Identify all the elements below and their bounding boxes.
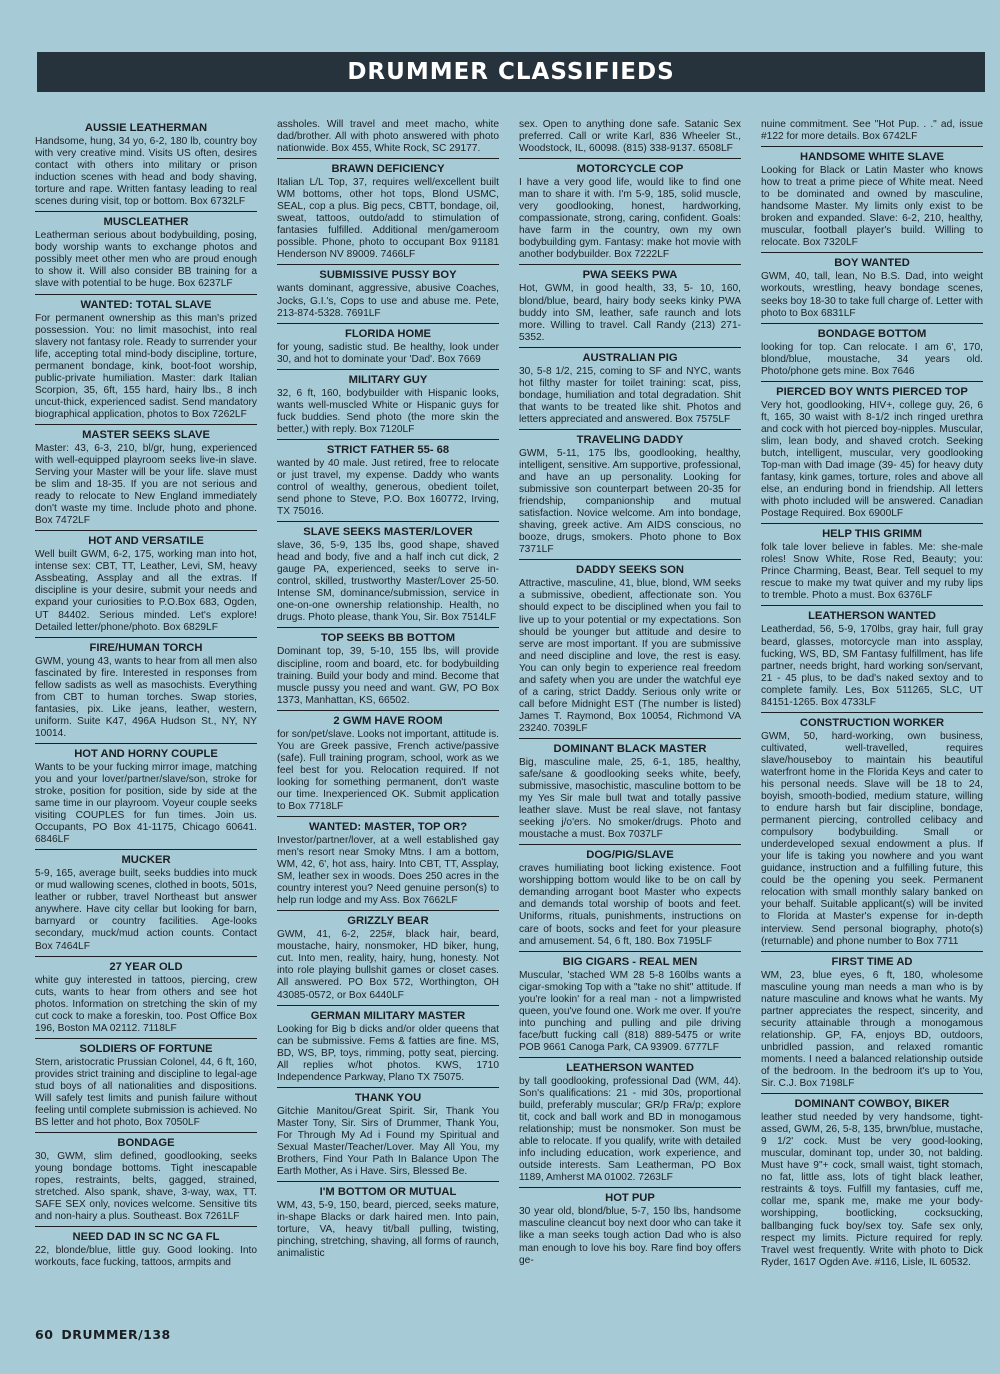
ad-body: 30, 5-8 1/2, 215, coming to SF and NYC, wants hot filthy master for toilet training: scat, piss, bondage, humiliation and total degradation. Shit that wants to be treated like shit. Photos and letters appreciated and answered. Box 7575LF (519, 365, 741, 425)
classified-ad (519, 1187, 741, 1266)
ad-heading: SUBMISSIVE PUSSY BOY (277, 264, 499, 282)
header-banner (37, 52, 985, 92)
ad-heading: WANTED: MASTER, TOP OR? (277, 816, 499, 834)
page-footer (35, 1327, 179, 1342)
ad-heading: 27 YEAR OLD (35, 956, 257, 974)
classified-ad (277, 158, 499, 261)
ad-heading: BONDAGE BOTTOM (761, 323, 983, 341)
classified-ad (761, 381, 983, 520)
ad-heading: TOP SEEKS BB BOTTOM (277, 627, 499, 645)
ad-body: Well built GWM, 6-2, 175, working man into hot, intense sex: CBT, TT, Leather, Levi, SM, heavy Assbeating, Assplay and all the extras. If discipline is your desire, submit your needs and expand your curiosities to P.O.Box 683, Ogden, UT 84402. Serious minded. Let's explore! Detailed letter/phone/photo. Box 6829LF (35, 549, 257, 633)
ad-body: 22, blonde/blue, little guy. Good looking. Into workouts, face fucking, tattoos, armpits and (35, 1245, 257, 1269)
ad-heading: MUCKER (35, 849, 257, 867)
ad-heading: HOT AND HORNY COUPLE (35, 743, 257, 761)
classified-ad (35, 118, 257, 208)
classified-ad (277, 627, 499, 706)
ad-body: 5-9, 165, average built, seeks buddies into muck or mud wallowing scenes, clothed in boots, 501s, leather or rubber, travel Northeast but answer anywhere. Have city cellar but looking for barn, barnyard or country facilities. Age-looks secondary, muck/mud action counts. Contact Box 7464LF (35, 868, 257, 952)
ad-heading: MOTORCYCLE COP (519, 158, 741, 176)
ad-body: Very hot, goodlooking, HIV+, college guy, 26, 6 ft, 165, 30 waist with 8-1/2 inch ringed urethra and cock with hot pierced boy-nipples. Muscular, slim, lean body, and shaved crotch. Seeking butch, intelligent, muscular, very goodlooking Top-man with Dad image (39- 45) for heavy duty fantasy, kink games, torture, roles and above all else, an enduring bond in friendship. All letters with photo included will be answered. Canadian Postage Required. Box 6900LF (761, 399, 983, 520)
ad-body: Wants to be your fucking mirror image, matching you and your lover/partner/slave/son, stroke for stroke, position for position, side by side at the same time in our playroom. Voyeur couple seeks visiting COUPLES for fun times. Join us. Occupants, PO Box 41-1175, Chicago 60641. 6846LF (35, 761, 257, 846)
ad-body: GWM, 41, 6-2, 225#, black hair, beard, moustache, hairy, nonsmoker, HD biker, hung, cut. Into men, reality, hairy, hung, honesty. Not into role playing bullshit games or closet cases. All answered. PO Box 572, Worthington, OH 43085-0572, or Box 6440LF (277, 929, 499, 1001)
ad-body: GWM, 40, tall, lean, No B.S. Dad, into weight workouts, wrestling, heavy bondage scenes, seeks boy 18-30 to take full charge of. Letter with photo to Box 6831LF (761, 271, 983, 319)
ad-body: Looking for Black or Latin Master who knows how to treat a prime piece of White meat. Need to be dominated and owned by masculine, handsome Master. My limits only exist to be broken and expanded. Slave: 6-2, 210, healthy, muscular, football player's build. Willing to relocate. Box 7320LF (761, 165, 983, 249)
classified-ad (277, 1087, 499, 1178)
ad-body: Big, masculine male, 25, 6-1, 185, healthy, safe/sane & goodlooking seeks white, beefy, submissive, masochistic, masculine bottom to be my Yes Sir male bull twat and totally passive leather slave. Must be real slave, not fantasy seeking j/o'ers. No smoker/drugs. Photo and moustache a must. Box 7037LF (519, 756, 741, 841)
ad-heading: STRICT FATHER 55- 68 (277, 439, 499, 457)
ad-body: Handsome, hung, 34 yo, 6-2, 180 lb, country boy with very creative mind. Visits US often, desires contact with others into military or prison induction scenes with head and body shaving, torture and rape. Written fantasy leading to real scenes during visit, top or bottom. Box 6732LF (35, 136, 257, 208)
ad-body: Attractive, masculine, 41, blue, blond, WM seeks a submissive, obedient, affectionate son. You should expect to be disciplined when you fail to live up to your potential or my expectations. Son should be younger but attitude and desire to serve are most important. If you are submissive and need discipline and love, the rest is easy. You can only begin to experience real freedom and safety when you are under the watchful eye of a caring, strict Daddy. Serious only write or call before Midnight EST (The number is listed) James T. Raymond, Box 10054, Richmond VA 23240. 7039LF (519, 578, 741, 734)
ad-body: for young, sadistic stud. Be healthy, look under 30, and hot to dominate your 'Dad'. Box 7669 (277, 341, 499, 365)
classified-ad (277, 1181, 499, 1260)
ad-body: Leatherdad, 56, 5-9, 170lbs, gray hair, full gray beard, glasses, motorcycle man into assplay, fucking, WS, BD, SM Fantasy fulfillment, has life partner, needs bright, hard working son/servant, 21 - 45 plus, to be dad's naked sextoy and to complete family. Les, Box 511265, SLC, UT 84151-1265. Box 4733LF (761, 624, 983, 708)
ad-heading: GRIZZLY BEAR (277, 910, 499, 928)
ad-body: Gitchie Manitou/Great Spirit. Sir, Thank You Master Tony, Sir. Sirs of Drummer, Thank You, For Through My Ad i Found my Spiritual and Sexual Master/Teacher/Lover. May All You, my Brothers, Find Your Path In Balance Upon The Earth Mother, As i Have. Sirs, Blessed Be. (277, 1105, 499, 1178)
ad-heading: TRAVELING DADDY (519, 429, 741, 447)
ad-heading: AUSTRALIAN PIG (519, 347, 741, 365)
ad-body: for son/pet/slave. Looks not important, attitude is. You are Greek passive, French active/passive (safe). Full training program, school, work as we feel best for you. Relocation required. If not looking for something permanent, don't waste our time. Inexperienced OK. Submit application to Box 7718LF (277, 728, 499, 812)
ad-body: white guy interested in tattoos, piercing, crew cuts, wants to hear from others and see hot photos. Information on stretching the skin of my cut cock to make a foreskin, too. Post Office Box 196, Boston MA 02112. 7118LF (35, 974, 257, 1034)
ad-body: GWM, 5-11, 175 lbs, goodlooking, healthy, intelligent, sensitive. Am supportive, professional, and have an up personality. Looking for submissive son counterpart between 20-35 for friendship, companionship and mutual satisfaction. Novice welcome. Am into bondage, shaving, greek active. Am AIDS conscious, no booze, drugs, smokers. Photo phone to Box 7371LF (519, 447, 741, 556)
classified-ad (277, 264, 499, 319)
ad-body: craves humiliating boot licking existence. Foot worshipping bottom would like to be on call by demanding arrogant boot Master who expects and demands total worship of boots and feet. Uniforms, rituals, punishments, instructions on care of boots, socks and feet for your pleasure and amusement. 54, 6 ft, 180. Box 7195LF (519, 863, 741, 947)
ad-body: Investor/partner/lover, at a well established gay men's resort near Smoky Mtns. I am a bottom, WM, 42, 6', hot ass, hairy. Into CBT, TT, Assplay, SM, leather sex in woods. Does 250 acres in the country interest you? Need genuine person(s) to help run lodge and my Ass. Box 7662LF (277, 835, 499, 907)
ad-body: GWM, 50, hard-working, own business, cultivated, well-travelled, requires slave/houseboy to maintain his beautiful waterfront home in the Florida Keys and cater to his personal needs. Slave will be 18 to 24, boyish, smooth-bodied, medium stature, willing to endure harsh but fair discipline, bondage, permanent piercing, controlled celibacy and compulsory bodybuilding. Small or underdeveloped sexual endowment a plus. If your life is taking you nowhere and you want guidance, instruction and a fulfilling future, this could be the opening you seek. Permanent relocation with small monthly salary banked on your behalf. Suitable applicant(s) will be invited to Florida at Master's expense for in-depth interview. Send personal biography, photo(s) (returnable) and phone number to Box 7711 (761, 730, 983, 947)
classified-ad (277, 369, 499, 436)
classified-ad (519, 559, 741, 735)
ad-heading: BOY WANTED (761, 252, 983, 270)
classified-ad (519, 158, 741, 261)
column-3 (519, 118, 741, 1338)
classified-ad (35, 1226, 257, 1269)
ad-heading: AUSSIE LEATHERMAN (84, 122, 208, 134)
classified-ad (35, 956, 257, 1035)
classified-ad (277, 323, 499, 366)
column-1 (35, 118, 257, 1338)
classified-ad (35, 211, 257, 290)
ad-heading: THANK YOU (277, 1087, 499, 1105)
classified-ad (519, 119, 741, 155)
classified-ad (277, 119, 499, 155)
ad-body: WM, 23, blue eyes, 6 ft, 180, wholesome masculine young man needs a man who is by nature masculine and knows what he wants. My partner appreciates the respect, sincerity, and security attainable through a monogamous relationship. GP, FA, enjoys BD, outdoors, unbridled passion, and relaxed romantic moments. I need a balanced relationship outside of the bedroom. In the bedroom it's up to You, Sir. C.J. Box 7198LF (761, 969, 983, 1090)
page-title: DRUMMER CLASSIFIEDS (347, 59, 675, 85)
ad-body: Muscular, 'stached WM 28 5-8 160lbs wants a cigar-smoking Top with a "take no shit" attitude. If you're lookin' for a real man - not a limpwristed queen, you've found one. Work me over. If you're into punching and pulling and pile driving face/butt fucking call (818) 889-5475 or write POB 9661 Canoga Park, CA 93909. 6777LF (519, 969, 741, 1053)
classified-ad (35, 530, 257, 633)
classified-ad (277, 439, 499, 518)
ad-heading: BIG CIGARS - REAL MEN (519, 951, 741, 969)
ad-body: by tall goodlooking, professional Dad (WM, 44). Son's qualifications: 21 - mid 30s, proportional build, preferably muscular; GR/p FRa/p; explore tit, cock and ball work and BD in monogamous relationship; must be nonsmoker. Son must be able to relocate. If you qualify, write with detailed info including education, work experience, and outside interests. Sam Leatherman, PO Box 1189, Amherst MA 01002. 7263LF (519, 1075, 741, 1184)
classified-ad (277, 1005, 499, 1084)
classifieds-columns (35, 118, 985, 1338)
ad-body: slave, 36, 5-9, 135 lbs, good shape, shaved head and body, five and a half inch cut dick, 2 gauge PA, experienced, seeks to serve in-control, skilled, trustworthy Master/Lover 25-50. Intense SM, dominance/submission, service in one-on-one ownership relationship. Health, no drugs. Photo please, thank You, Sir. Box 7514LF (277, 540, 499, 624)
classified-ad (277, 816, 499, 907)
classified-ad (519, 951, 741, 1054)
ad-body: assholes. Will travel and meet macho, white dad/brother. All with photo answered with photo nationwide. Box 455, White Rock, SC 29177. (277, 119, 499, 155)
ad-heading: MILITARY GUY (277, 369, 499, 387)
ad-heading: SLAVE SEEKS MASTER/LOVER (277, 521, 499, 539)
ad-body: Master: 43, 6-3, 210, bl/gr, hung, experienced with well-equipped playroom seeks live-in slave. Serving your Master will be your life. slave must be slim and 18-35. If you are not serious and ready to relocate to New England immediately don't waste my time. Include photo and phone. Box 7472LF (35, 442, 257, 527)
page-number: 60 (35, 1327, 54, 1342)
ad-heading: 2 GWM HAVE ROOM (277, 710, 499, 728)
ad-body: Leatherman serious about bodybuilding, posing, body worship wants to exchange photos and possibly meet other men who are proud enough to show it. Will also consider BB training for a slave with potential to be huge. Box 6237LF (35, 230, 257, 290)
ad-body: folk tale lover believe in fables. Me: she-male roles! Snow White, Rose Red, Beauty; you: Prince Charming, Beast, Bear. Tell sequel to my rescue to make my twat quiver and my ruby lips to tremble. Photo a must. Box 6376LF (761, 542, 983, 602)
ad-heading: DADDY SEEKS SON (519, 559, 741, 577)
classified-ad (761, 712, 983, 948)
ad-body: Stern, aristocratic Prussian Colonel, 44, 6 ft, 160, provides strict training and discipline to legal-age stud boys of all nationalities and dispositions. Will safely test limits and punish failure without feeling until complete submission is achieved. No BS letter and hot photo, Box 7050LF (35, 1056, 257, 1129)
classified-ad (35, 294, 257, 421)
ad-heading: DOG/PIG/SLAVE (519, 844, 741, 862)
ad-heading: BRAWN DEFICIENCY (277, 158, 499, 176)
ad-body: 30 year old, blond/blue, 5-7, 150 lbs, handsome masculine cleancut boy next door who can take it like a man seeks tough action Dad who is also man enough to love his boy. Rare find boy offers ge- (519, 1206, 741, 1266)
column-4 (761, 118, 983, 1338)
ad-heading: CONSTRUCTION WORKER (761, 712, 983, 730)
ad-body: Looking for Big b dicks and/or older queens that can be submissive. Fems & fatties are fine. MS, BD, WS, BP, toys, rimming, potty seat, piercing. All replies w/hot photos. KWS, 1710 Independence Parkway, Plano TX 75075. (277, 1023, 499, 1083)
classified-ad (761, 605, 983, 708)
classified-ad (761, 146, 983, 249)
classified-ad (35, 424, 257, 527)
ad-heading: MUSCLEATHER (35, 211, 257, 229)
ad-body: leather stud needed by very handsome, tight-assed, GWM, 26, 5-8, 135, brwn/blue, mustache, 9 1/2' cock. Must be very good-looking, muscular, dominant top, under 30, not balding. Must have 9"+ cock, small waist, tight stomach, no fat, little ass, lots of tight black leather, restraints & toys. Fulfill my fantasies, cuff me, collar me, spank me, make me your body-worshipping, bootlicking, cocksucking, ballbanging fuck boy/sex toy. Safe sex only, respect my limits. Picture required for reply. Travel west frequently. Write with photo to Dick Ryder, 1617 Ogden Ave. #116, Lisle, IL 60532. (761, 1112, 983, 1268)
classified-ad (761, 252, 983, 319)
classified-ad (519, 738, 741, 841)
ad-heading: HOT PUP (519, 1187, 741, 1205)
ad-body: sex. Open to anything done safe. Satanic Sex preferred. Call or write Karl, 836 Wheeler St., Woodstock, IL, 60098. (815) 338-9137. 6508LF (519, 119, 741, 155)
ad-heading: BONDAGE (35, 1132, 257, 1150)
classified-ad (35, 743, 257, 846)
ad-body: looking for top. Can relocate. I am 6', 170, blond/blue, moustache, 34 years old. Photo/phone gets mine. Box 7646 (761, 341, 983, 377)
classified-ad (277, 910, 499, 1001)
classified-ad (761, 119, 983, 143)
ad-body: Italian L/L Top, 37, requires well/excellent built WM bottoms, other hot tops, Blond USMC, SEAL, cop a plus. Big pecs, CBTT, bondage, oil, sweat, tattoos, outdo/add to stimulation of fantasies fulfilled. Additional men/gameroom possible. Phone, photo to occupant Box 91181 Henderson NV 89009. 7466LF (277, 177, 499, 261)
classified-ad (519, 844, 741, 947)
classified-ad (519, 347, 741, 426)
classified-ad (35, 1038, 257, 1129)
ad-heading: FIRE/HUMAN TORCH (35, 637, 257, 655)
ad-body: WM, 43, 5-9, 150, beard, pierced, seeks mature, in-shape Blacks or dark haired men. Into pain, torture, VA, heavy tit/ball pulling, twisting, pinching, stretching, shaving, all forms of raunch, animalistic (277, 1200, 499, 1260)
ad-body: GWM, young 43, wants to hear from all men also fascinated by fire. Interested in responses from fellow sadists as well as masochists. Everything from CBT to human torches. Swap stories, fantasies, pix. Like jeans, leather, western, uniform. Suite K47, 496A Hudson St., NY, NY 10014. (35, 655, 257, 739)
ad-body: wanted by 40 male. Just retired, free to relocate or just travel, my expense. Daddy who wants control of wealthy, generous, obedient toilet, send phone to Steve, P.O. Box 160772, Irving, TX 75016. (277, 457, 499, 518)
ad-heading: PIERCED BOY WNTS PIERCED TOP (761, 381, 983, 399)
classified-ad (761, 323, 983, 378)
ad-heading: LEATHERSON WANTED (519, 1057, 741, 1075)
ad-heading: PWA SEEKS PWA (519, 264, 741, 282)
ad-heading: HELP THIS GRIMM (761, 523, 983, 541)
classified-ad (761, 951, 983, 1090)
classified-ad (519, 264, 741, 343)
classified-ad (35, 1132, 257, 1223)
ad-body: nuine commitment. See "Hot Pup. . ." ad, issue #122 for more details. Box 6742LF (761, 119, 983, 143)
ad-body: For permanent ownership as this man's prized possession. You: no limit masochist, into real slavery not fantasy role. Ready to surrender your life, accepting total mind-body discipline, torture, permanent bondage, kink, boot-foot worship, public-private humiliation. Master: dark Italian Scorpion, 35, 6ft, 155 hard, hairy lbs., 8 inch uncut-thick, experienced sadist. Send mandatory biographical application, photos to Box 7262LF (35, 312, 257, 420)
ad-heading: MASTER SEEKS SLAVE (35, 424, 257, 442)
classified-ad (761, 1093, 983, 1269)
classified-ad (35, 637, 257, 740)
classified-ad (761, 523, 983, 602)
ad-body: I have a very good life, would like to find one man to share it with. I'm 5-9, 185, solid muscle, very goodlooking, honest, hardworking, compassionate, strong, caring, confident. Goals: have farm in the country, own my own bodybuilding gym. Fantasy: make hot movie with another bodybuilder. Box 7222LF (519, 177, 741, 261)
ad-body: Hot, GWM, in good health, 33, 5- 10, 160, blond/blue, beard, hairy body seeks kinky PWA buddy into SM, leather, safe raunch and lots more. Willing to travel. Call Randy (213) 271-5352. (519, 283, 741, 343)
ad-heading: HANDSOME WHITE SLAVE (761, 146, 983, 164)
issue-label: DRUMMER/138 (61, 1327, 171, 1342)
ad-body: 30, GWM, slim defined, goodlooking, seeks young bondage bottoms. Tight inescapable ropes, restraints, belts, gagged, strained, stretched. Also spank, shave, 3-way, wax, TT. SAFE SEX only, novices welcome. Sensitive tits and non-hairy a plus. Southeast. Box 7261LF (35, 1151, 257, 1223)
ad-heading: DOMINANT COWBOY, BIKER (761, 1093, 983, 1111)
ad-heading: DOMINANT BLACK MASTER (519, 738, 741, 756)
classified-ad (519, 429, 741, 556)
ad-heading: GERMAN MILITARY MASTER (277, 1005, 499, 1023)
classified-ad (277, 521, 499, 624)
ad-heading: WANTED: TOTAL SLAVE (35, 294, 257, 312)
ad-body: 32, 6 ft, 160, bodybuilder with Hispanic looks, wants well-muscled White or Hispanic guys for fuck buddies. Send photo (the more skin the better,) with reply. Box 7120LF (277, 387, 499, 435)
classified-ad (519, 1057, 741, 1184)
ad-heading: HOT AND VERSATILE (35, 530, 257, 548)
ad-body: Dominant top, 39, 5-10, 155 lbs, will provide discipline, room and board, etc. for bodybuilding training. Build your body and mind. Become that muscle pussy you need and want. GW, PO Box 1373, Manhattan, KS, 66502. (277, 646, 499, 706)
ad-heading: FIRST TIME AD (761, 951, 983, 969)
ad-heading: FLORIDA HOME (277, 323, 499, 341)
ad-heading: NEED DAD IN SC NC GA FL (35, 1226, 257, 1244)
ad-body: wants dominant, aggressive, abusive Coaches, Jocks, G.I.'s, Cops to use and abuse me. Pete, 213-874-5328. 7691LF (277, 283, 499, 319)
ad-heading: LEATHERSON WANTED (761, 605, 983, 623)
classified-ad (35, 849, 257, 952)
classified-ad (277, 710, 499, 813)
column-2 (277, 118, 499, 1338)
ad-heading: SOLDIERS OF FORTUNE (35, 1038, 257, 1056)
ad-heading: I'M BOTTOM OR MUTUAL (277, 1181, 499, 1199)
